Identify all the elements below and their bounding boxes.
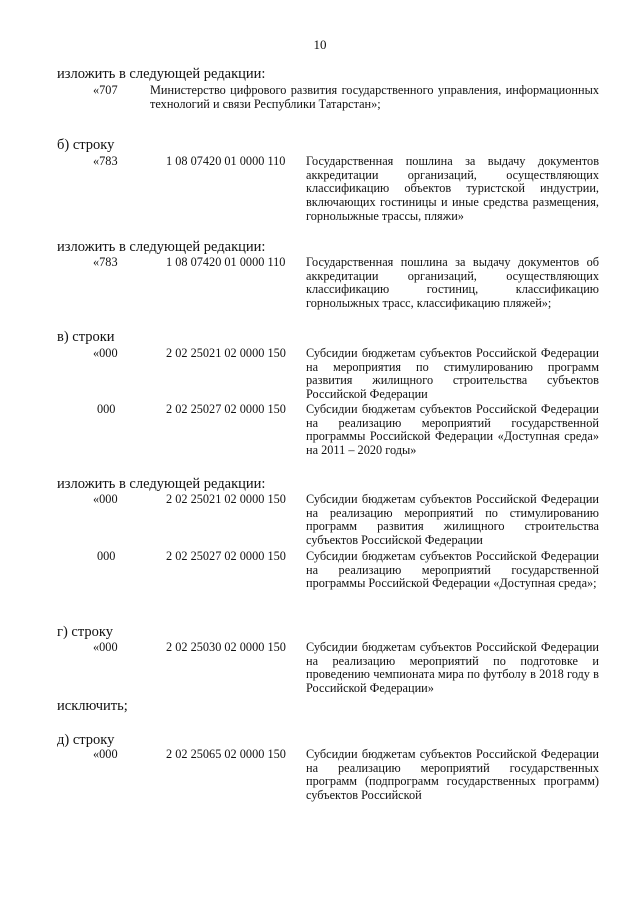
row-description: Государственная пошлина за выдачу документов об аккредитации организаций, осуществляющих классификацию гостиниц, классификацию горнолыжных трасс, классификацию пляжей»; xyxy=(306,255,599,311)
row-code: «000 xyxy=(93,346,118,360)
row-kbk: 2 02 25027 02 0000 150 xyxy=(166,549,286,563)
page-number: 10 xyxy=(313,37,327,52)
row-code: «000 xyxy=(93,640,118,654)
row-description: Субсидии бюджетам субъектов Российской Федерации на реализацию мероприятий по стимулированию программ развития жилищного строительства субъектов Российской Федерации xyxy=(306,492,599,548)
row-code: «707 xyxy=(93,83,118,97)
row-description: Субсидии бюджетам субъектов Российской Федерации на реализацию мероприятий государственных программ (подпрограмм государственных программ) субъектов Российской xyxy=(306,747,599,803)
row-kbk: 2 02 25065 02 0000 150 xyxy=(166,747,286,761)
row-description: Субсидии бюджетам субъектов Российской Федерации на реализацию мероприятий государственной программы Российской Федерации «Доступная среда»; xyxy=(306,549,599,591)
row-code: 000 xyxy=(97,549,116,563)
row-code: «783 xyxy=(93,154,118,168)
row-kbk: 1 08 07420 01 0000 110 xyxy=(166,255,286,269)
instruction-heading: изложить в следующей редакции: xyxy=(57,239,266,255)
subsection-heading: г) строку xyxy=(57,624,113,640)
row-kbk: 2 02 25021 02 0000 150 xyxy=(166,492,286,506)
row-code: 000 xyxy=(97,402,116,416)
row-code: «000 xyxy=(93,492,118,506)
instruction-heading: изложить в следующей редакции: xyxy=(57,66,266,82)
row-description: Государственная пошлина за выдачу документов аккредитации организаций, осуществляющих классификацию объектов туристской индустрии, включающих гостиницы и иные средства размещения, горнолыжные трассы, пляжи» xyxy=(306,154,599,223)
row-code: «783 xyxy=(93,255,118,269)
subsection-heading: б) строку xyxy=(57,137,115,153)
instruction-heading: исключить; xyxy=(57,698,128,714)
row-description: Субсидии бюджетам субъектов Российской Федерации на реализацию мероприятий государственной программы Российской Федерации «Доступная среда» на 2011 – 2020 годы» xyxy=(306,402,599,458)
row-kbk: 1 08 07420 01 0000 110 xyxy=(166,154,286,168)
row-description: Субсидии бюджетам субъектов Российской Федерации на реализацию мероприятий по подготовке и проведению чемпионата мира по футболу в 2018 году в Российской Федерации» xyxy=(306,640,599,696)
row-kbk: 2 02 25021 02 0000 150 xyxy=(166,346,286,360)
row-kbk: 2 02 25027 02 0000 150 xyxy=(166,402,286,416)
instruction-heading: изложить в следующей редакции: xyxy=(57,476,266,492)
row-description: Министерство цифрового развития государственного управления, информационных технологий и связи Республики Татарстан»; xyxy=(150,83,599,111)
row-code: «000 xyxy=(93,747,118,761)
subsection-heading: в) строки xyxy=(57,329,115,345)
row-description: Субсидии бюджетам субъектов Российской Федерации на мероприятия по стимулированию программ развития жилищного строительства субъектов Российской Федерации xyxy=(306,346,599,402)
row-kbk: 2 02 25030 02 0000 150 xyxy=(166,640,286,654)
subsection-heading: д) строку xyxy=(57,732,115,748)
